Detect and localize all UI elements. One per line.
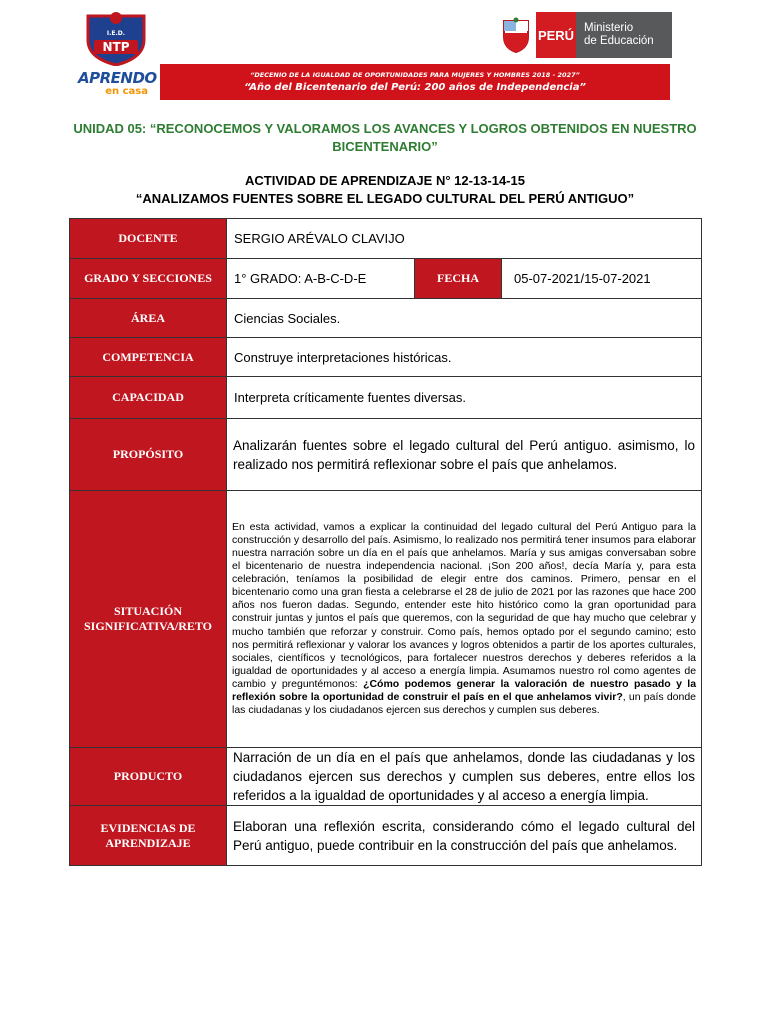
- table-row-proposito: [70, 419, 702, 491]
- school-logo: [80, 10, 152, 66]
- banner-bicentenario-text: “Año del Bicentenario del Perú: 200 años de Independencia”: [244, 82, 586, 93]
- grado-value: 1° GRADO: A-B-C-D-E: [227, 259, 415, 299]
- unidad-title: UNIDAD 05: “RECONOCEMOS Y VALORAMOS LOS AVANCES Y LOGROS OBTENIDOS EN NUESTRO BICENTENARIO”: [73, 121, 697, 154]
- actividad-name: “ANALIZAMOS FUENTES SOBRE EL LEGADO CULTURAL DEL PERÚ ANTIGUO”: [135, 191, 635, 206]
- area-value: Ciencias Sociales.: [227, 299, 702, 338]
- situacion-label-line2: SIGNIFICATIVA/RETO: [83, 619, 213, 633]
- table-row-capacidad: [70, 377, 702, 419]
- ministerio-line2: de Educación: [584, 35, 654, 47]
- ministerio-label: [576, 12, 672, 58]
- situacion-label-line1: SITUACIÓN: [113, 604, 182, 618]
- competencia-label: COMPETENCIA: [70, 338, 227, 377]
- actividad-title: [70, 172, 700, 208]
- table-row-competencia: [70, 338, 702, 377]
- situacion-text-part2: , un país donde las ciudadanas y los ciudadanos ejercen sus derechos y cumplen sus deberes.: [232, 691, 697, 717]
- docente-label: DOCENTE: [70, 219, 227, 259]
- activity-info-table: [69, 218, 702, 866]
- situacion-text-part1: En esta actividad, vamos a explicar la continuidad del legado cultural del Perú Antiguo para la construcción y desarrollo del país. Asimismo, lo realizado nos permitirá tener insumos para elaborar nuestra narración sobre un día en el país que anhelamos. María y sus amigas conversaban sobre el bicentenario de nuestra independencia nacional. ¡Son 200 años!, decía María y, para esta celebración, teníamos la posibilidad de elegir entre dos caminos. Primero, pensar en el bicentenario como una gran fiesta a celebrarse el 28 de julio de 2021 por las razones que hace 200 años nos fueron dadas. Segundo, entender este hito histórico como la gran oportunidad para construir juntas y juntos el país que queremos, con la seguridad de que hay mucho que celebrar y mucho también que reforzar y construir. Como país, hemos optado por el segundo camino; esto nos permitirá reflexionar y valorar los avances y logros obtenidos a partir de los aportes culturales, sociales, científicos y tecnológicos, para fortalecer nuestros derechos y deberes referidos a la igualdad de oportunidades y al acceso a energía limpia. Asumamos nuestro rol como agentes de cambio y preguntémonos:: [232, 520, 697, 690]
- fecha-value: 05-07-2021/15-07-2021: [502, 259, 702, 299]
- capacidad-value: Interpreta críticamente fuentes diversas.: [227, 377, 702, 419]
- proposito-value: Analizarán fuentes sobre el legado cultural del Perú antiguo. asimismo, lo realizado nos permitirá reflexionar sobre el país que anhelamos.: [227, 419, 702, 491]
- fecha-label: FECHA: [415, 259, 502, 299]
- aprendo-en-casa-logo: [78, 69, 157, 98]
- evidencias-label-line2: APRENDIZAJE: [105, 835, 191, 850]
- ministerio-logo: [496, 12, 672, 58]
- situacion-value: [227, 491, 702, 748]
- school-logo-text: NTP: [102, 40, 130, 54]
- school-logo-small: I.E.D.: [106, 30, 126, 37]
- evidencias-value: Elaboran una reflexión escrita, considerando cómo el legado cultural del Perú antiguo, puede contribuir en la construcción del país que anhelamos.: [227, 806, 702, 866]
- aprendo-logo-top: APRENDO: [78, 69, 157, 87]
- aprendo-logo-bottom: en casa: [105, 86, 148, 97]
- table-row-docente: [70, 219, 702, 259]
- grado-label: GRADO Y SECCIONES: [70, 259, 227, 299]
- actividad-number: ACTIVIDAD DE APRENDIZAJE N° 12-13-14-15: [245, 173, 525, 188]
- table-row-producto: [70, 748, 702, 806]
- competencia-value: Construye interpretaciones históricas.: [227, 338, 702, 377]
- table-row-area: [70, 299, 702, 338]
- producto-value: Narración de un día en el país que anhelamos, donde las ciudadanas y los ciudadanos ejercen sus derechos y cumplen sus deberes, entre ellos los referidos a la igualdad de oportunidades y al acceso a energía limpia.: [227, 748, 702, 806]
- table-row-grado: [70, 259, 702, 299]
- evidencias-label-line1: EVIDENCIAS DE: [100, 820, 196, 835]
- decenio-banner: [160, 64, 670, 100]
- producto-label: PRODUCTO: [70, 748, 227, 806]
- situacion-label: [70, 491, 227, 748]
- table-row-evidencias: [70, 806, 702, 866]
- peru-shield-icon: [496, 12, 536, 58]
- ministerio-line1: Ministerio: [584, 22, 634, 34]
- proposito-label: PROPÓSITO: [70, 419, 227, 491]
- situacion-question: ¿Cómo podemos generar la valoración de nuestro pasado y la reflexión sobre la oportunidad de construir el país en el que anhelamos vivir?: [232, 677, 697, 704]
- docente-value: SERGIO ARÉVALO CLAVIJO: [227, 219, 702, 259]
- peru-label: PERÚ: [536, 12, 576, 58]
- table-row-situacion: [70, 491, 702, 748]
- evidencias-label: [70, 806, 227, 866]
- area-label: ÁREA: [70, 299, 227, 338]
- banner-decenio-text: “DECENIO DE LA IGUALDAD DE OPORTUNIDADES PARA MUJERES Y HOMBRES 2018 - 2027”: [250, 71, 580, 79]
- capacidad-label: CAPACIDAD: [70, 377, 227, 419]
